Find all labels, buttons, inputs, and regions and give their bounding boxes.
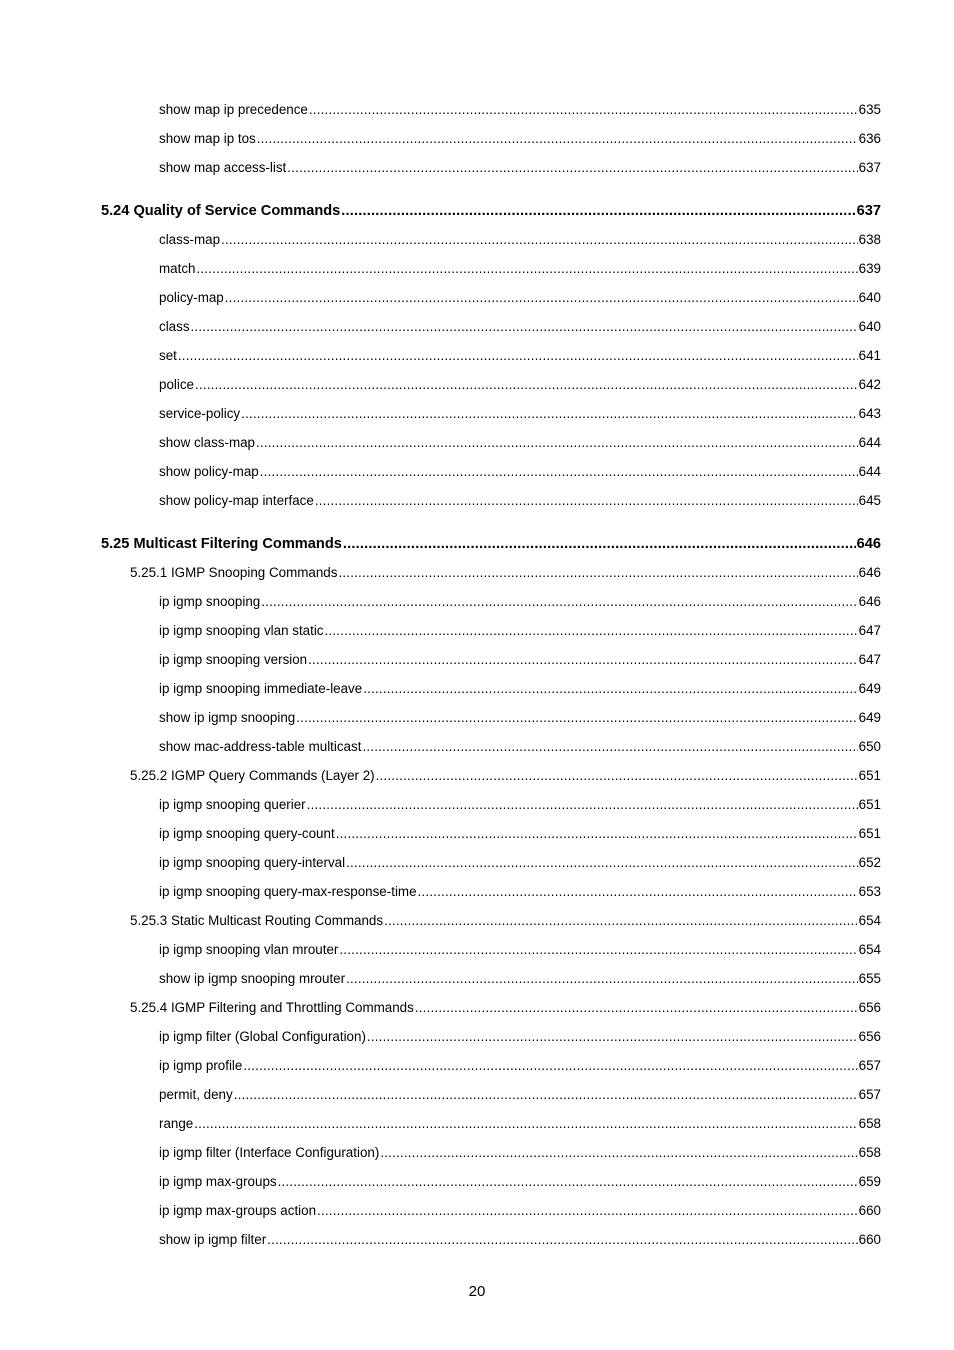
toc-entry[interactable] bbox=[159, 884, 881, 899]
toc-entry[interactable] bbox=[159, 261, 881, 276]
toc-entry-title: ip igmp snooping bbox=[159, 594, 261, 609]
toc-entry-page: 656 bbox=[858, 1000, 881, 1015]
toc-entry-page: 655 bbox=[858, 971, 881, 986]
toc-entry[interactable] bbox=[159, 1058, 881, 1073]
toc-entry-page: 654 bbox=[858, 913, 881, 928]
toc-entry[interactable] bbox=[159, 1116, 881, 1131]
toc-entry-page: 643 bbox=[858, 406, 881, 421]
toc-dot-leader bbox=[195, 377, 858, 392]
toc-dot-leader bbox=[338, 565, 857, 580]
toc-entry[interactable] bbox=[159, 290, 881, 305]
toc-entry[interactable] bbox=[159, 102, 881, 117]
toc-entry-title: ip igmp max-groups action bbox=[159, 1203, 317, 1218]
toc-dot-leader bbox=[191, 319, 858, 334]
toc-entry-title: ip igmp filter (Interface Configuration) bbox=[159, 1145, 380, 1160]
toc-dot-leader bbox=[343, 536, 856, 552]
toc-dot-leader bbox=[362, 739, 857, 754]
toc-entry-title: ip igmp filter (Global Configuration) bbox=[159, 1029, 366, 1044]
toc-entry-page: 656 bbox=[858, 1029, 881, 1044]
toc-entry[interactable] bbox=[159, 493, 881, 508]
toc-entry-title: ip igmp snooping query-max-response-time bbox=[159, 884, 417, 899]
toc-entry[interactable] bbox=[159, 1232, 881, 1247]
toc-entry-page: 641 bbox=[858, 348, 881, 363]
toc-entry-page: 650 bbox=[858, 739, 881, 754]
toc-entry[interactable] bbox=[159, 971, 881, 986]
toc-entry-page: 647 bbox=[858, 652, 881, 667]
toc-entry-page: 637 bbox=[856, 203, 881, 219]
toc-dot-leader bbox=[287, 160, 857, 175]
toc-entry-title: class bbox=[159, 319, 190, 334]
toc-dot-leader bbox=[278, 1174, 858, 1189]
toc-entry-page: 651 bbox=[858, 826, 881, 841]
toc-dot-leader bbox=[367, 1029, 858, 1044]
toc-entry-page: 636 bbox=[858, 131, 881, 146]
toc-entry-page: 644 bbox=[858, 435, 881, 450]
toc-entry[interactable] bbox=[159, 739, 881, 754]
toc-entry-page: 640 bbox=[858, 290, 881, 305]
toc-entry-page: 657 bbox=[858, 1058, 881, 1073]
toc-entry-title: show map ip tos bbox=[159, 131, 256, 146]
toc-entry[interactable] bbox=[159, 826, 881, 841]
toc-entry-page: 654 bbox=[858, 942, 881, 957]
toc-entry-page: 640 bbox=[858, 319, 881, 334]
toc-entry-page: 657 bbox=[858, 1087, 881, 1102]
toc-entry[interactable] bbox=[159, 710, 881, 725]
toc-entry-title: ip igmp snooping query-interval bbox=[159, 855, 346, 870]
toc-entry-page: 660 bbox=[858, 1203, 881, 1218]
toc-entry[interactable] bbox=[159, 1145, 881, 1160]
toc-dot-leader bbox=[376, 768, 858, 783]
toc-dot-leader bbox=[178, 348, 858, 363]
toc-subsection-entry[interactable] bbox=[130, 768, 881, 783]
toc-dot-leader bbox=[196, 261, 857, 276]
toc-dot-leader bbox=[296, 710, 857, 725]
toc-entry-title: show mac-address-table multicast bbox=[159, 739, 362, 754]
toc-dot-leader bbox=[243, 1058, 857, 1073]
toc-entry[interactable] bbox=[159, 319, 881, 334]
toc-entry-title: show ip igmp filter bbox=[159, 1232, 267, 1247]
toc-dot-leader bbox=[415, 1000, 858, 1015]
toc-dot-leader bbox=[418, 884, 858, 899]
toc-entry-title: ip igmp profile bbox=[159, 1058, 243, 1073]
toc-entry-title: show ip igmp snooping mrouter bbox=[159, 971, 346, 986]
toc-entry[interactable] bbox=[159, 348, 881, 363]
toc-entry-page: 651 bbox=[858, 768, 881, 783]
toc-entry[interactable] bbox=[159, 594, 881, 609]
toc-entry[interactable] bbox=[159, 406, 881, 421]
toc-entry-page: 658 bbox=[858, 1116, 881, 1131]
toc-subsection-entry[interactable] bbox=[130, 1000, 881, 1015]
toc-dot-leader bbox=[317, 1203, 858, 1218]
toc-entry-title: show ip igmp snooping bbox=[159, 710, 296, 725]
toc-entry-title: 5.25.3 Static Multicast Routing Commands bbox=[130, 913, 384, 928]
toc-entry-title: ip igmp snooping vlan static bbox=[159, 623, 324, 638]
toc-dot-leader bbox=[260, 464, 858, 479]
toc-entry[interactable] bbox=[159, 131, 881, 146]
toc-dot-leader bbox=[336, 826, 858, 841]
toc-dot-leader bbox=[225, 290, 858, 305]
toc-entry[interactable] bbox=[159, 1174, 881, 1189]
toc-entry-page: 649 bbox=[858, 710, 881, 725]
toc-entry[interactable] bbox=[159, 1203, 881, 1218]
toc-dot-leader bbox=[267, 1232, 857, 1247]
toc-entry-page: 660 bbox=[858, 1232, 881, 1247]
toc-entry[interactable] bbox=[159, 623, 881, 638]
toc-entry-title: show policy-map interface bbox=[159, 493, 314, 508]
toc-entry-title: 5.25.1 IGMP Snooping Commands bbox=[130, 565, 338, 580]
toc-entry[interactable] bbox=[159, 232, 881, 247]
toc-entry-title: ip igmp snooping query-count bbox=[159, 826, 335, 841]
toc-entry[interactable] bbox=[159, 435, 881, 450]
toc-entry-title: service-policy bbox=[159, 406, 241, 421]
toc-entry-page: 635 bbox=[858, 102, 881, 117]
toc-entry-page: 639 bbox=[858, 261, 881, 276]
toc-entry[interactable] bbox=[159, 464, 881, 479]
toc-entry-page: 646 bbox=[858, 565, 881, 580]
toc-entry[interactable] bbox=[159, 652, 881, 667]
toc-dot-leader bbox=[315, 493, 858, 508]
toc-entry[interactable] bbox=[159, 855, 881, 870]
toc-entry-title: 5.25.4 IGMP Filtering and Throttling Commands bbox=[130, 1000, 414, 1015]
toc-entry-page: 653 bbox=[858, 884, 881, 899]
toc-entry-title: 5.25.2 IGMP Query Commands (Layer 2) bbox=[130, 768, 375, 783]
toc-entry-page: 658 bbox=[858, 1145, 881, 1160]
toc-entry-page: 645 bbox=[858, 493, 881, 508]
toc-entry[interactable] bbox=[159, 1087, 881, 1102]
toc-entry[interactable] bbox=[159, 377, 881, 392]
toc-dot-leader bbox=[307, 797, 858, 812]
toc-entry[interactable] bbox=[159, 1029, 881, 1044]
toc-dot-leader bbox=[194, 1116, 857, 1131]
toc-dot-leader bbox=[346, 971, 858, 986]
toc-dot-leader bbox=[341, 203, 855, 219]
toc-entry-page: 646 bbox=[858, 594, 881, 609]
toc-entry-page: 638 bbox=[858, 232, 881, 247]
toc-entry-page: 637 bbox=[858, 160, 881, 175]
toc-dot-leader bbox=[241, 406, 858, 421]
toc-entry-title: permit, deny bbox=[159, 1087, 233, 1102]
toc-entry-title: show map access-list bbox=[159, 160, 287, 175]
toc-entry-title: show map ip precedence bbox=[159, 102, 308, 117]
toc-entry-page: 649 bbox=[858, 681, 881, 696]
toc-dot-leader bbox=[221, 232, 858, 247]
toc-dot-leader bbox=[380, 1145, 857, 1160]
toc-dot-leader bbox=[339, 942, 857, 957]
toc-entry-title: match bbox=[159, 261, 196, 276]
toc-subsection-entry[interactable] bbox=[130, 913, 881, 928]
toc-entry-page: 647 bbox=[858, 623, 881, 638]
toc-entry-title: policy-map bbox=[159, 290, 224, 305]
toc-dot-leader bbox=[234, 1087, 858, 1102]
toc-entry-page: 652 bbox=[858, 855, 881, 870]
toc-entry-page: 651 bbox=[858, 797, 881, 812]
toc-dot-leader bbox=[261, 594, 857, 609]
toc-dot-leader bbox=[384, 913, 858, 928]
toc-section-entry[interactable] bbox=[101, 536, 881, 552]
toc-entry-title: 5.24 Quality of Service Commands bbox=[101, 203, 341, 219]
toc-entry-title: police bbox=[159, 377, 194, 392]
toc-entry-title: ip igmp snooping version bbox=[159, 652, 308, 667]
toc-dot-leader bbox=[256, 435, 858, 450]
toc-dot-leader bbox=[309, 102, 858, 117]
toc-entry-title: class-map bbox=[159, 232, 221, 247]
toc-entry-title: show policy-map bbox=[159, 464, 259, 479]
toc-entry-title: range bbox=[159, 1116, 194, 1131]
toc-subsection-entry[interactable] bbox=[130, 565, 881, 580]
page-number: 20 bbox=[468, 1283, 486, 1300]
toc-entry[interactable] bbox=[159, 797, 881, 812]
toc-dot-leader bbox=[346, 855, 858, 870]
toc-entry-title: 5.25 Multicast Filtering Commands bbox=[101, 536, 342, 552]
toc-entry[interactable] bbox=[159, 681, 881, 696]
toc-entry-title: ip igmp max-groups bbox=[159, 1174, 277, 1189]
toc-dot-leader bbox=[325, 623, 858, 638]
toc-entry-page: 642 bbox=[858, 377, 881, 392]
toc-entry-page: 659 bbox=[858, 1174, 881, 1189]
toc-entry-page: 646 bbox=[856, 536, 881, 552]
toc-dot-leader bbox=[257, 131, 858, 146]
toc-entry[interactable] bbox=[159, 160, 881, 175]
toc-section-entry[interactable] bbox=[101, 203, 881, 219]
toc-entry[interactable] bbox=[159, 942, 881, 957]
toc-entry-title: ip igmp snooping vlan mrouter bbox=[159, 942, 339, 957]
toc-entry-title: ip igmp snooping immediate-leave bbox=[159, 681, 363, 696]
toc-entry-title: set bbox=[159, 348, 177, 363]
toc-dot-leader bbox=[363, 681, 857, 696]
toc-entry-title: ip igmp snooping querier bbox=[159, 797, 306, 812]
toc-entry-title: show class-map bbox=[159, 435, 255, 450]
toc-dot-leader bbox=[308, 652, 858, 667]
toc-entry-page: 644 bbox=[858, 464, 881, 479]
